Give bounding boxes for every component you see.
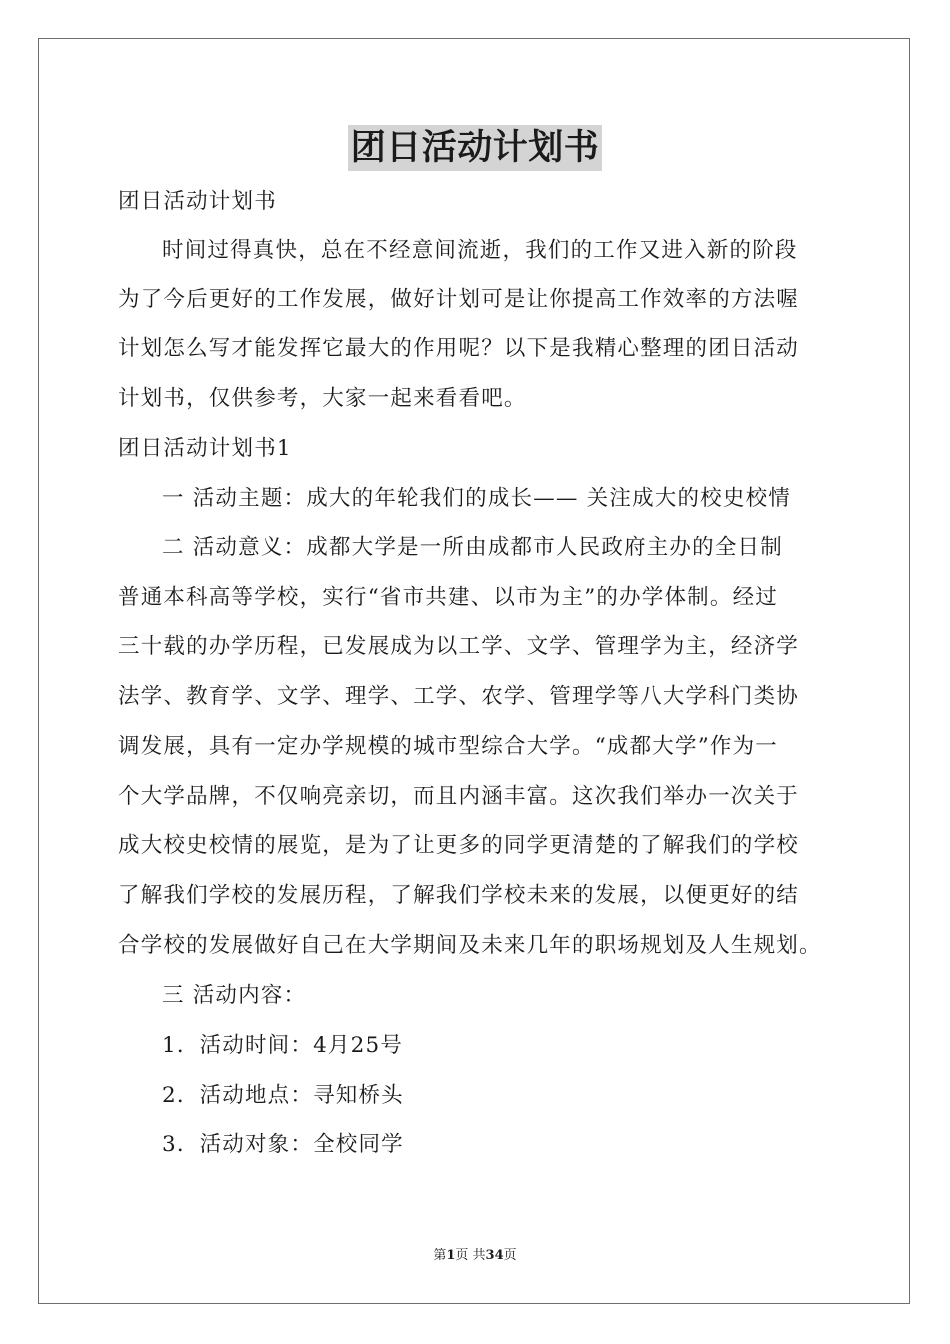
footer-total-pages: 34: [485, 1248, 504, 1263]
paragraph-line: 一 活动主题：成大的年轮我们的成长—— 关注成大的校史校情: [162, 486, 791, 511]
list-item: 3．活动对象：全校同学: [162, 1132, 404, 1157]
section-heading: 团日活动计划书1: [118, 436, 292, 461]
paragraph-line: 计划书，仅供参考，大家一起来看看吧。: [118, 386, 527, 411]
paragraph-line: 了解我们学校的发展历程，了解我们学校未来的发展，以便更好的结: [118, 883, 800, 908]
page-border: [38, 38, 910, 1304]
paragraph-line: 为了今后更好的工作发展，做好计划可是让你提高工作效率的方法喔: [118, 287, 800, 312]
footer-page-number: 1: [446, 1248, 456, 1263]
paragraph-line: 二 活动意义：成都大学是一所由成都市人民政府主办的全日制: [162, 535, 783, 560]
paragraph-line: 三十载的办学历程，已发展成为以工学、文学、管理学为主，经济学: [118, 634, 800, 659]
document-title: 团日活动计划书: [348, 125, 603, 171]
paragraph-line: 普通本科高等学校，实行“省市共建、以市为主”的办学体制。经过: [118, 585, 778, 610]
list-item: 1．活动时间：4月25号: [162, 1033, 404, 1058]
paragraph-line: 计划怎么写才能发挥它最大的作用呢？以下是我精心整理的团日活动: [118, 336, 800, 361]
title-container: [0, 125, 950, 171]
footer-middle: 页 共: [455, 1248, 486, 1263]
subtitle-line: 团日活动计划书: [118, 189, 277, 214]
paragraph-line: 时间过得真快，总在不经意间流逝，我们的工作又进入新的阶段: [162, 238, 798, 263]
paragraph-line: 合学校的发展做好自己在大学期间及未来几年的职场规划及人生规划。: [118, 933, 822, 958]
page-footer: [0, 1247, 950, 1265]
list-item: 2．活动地点：寻知桥头: [162, 1083, 404, 1108]
paragraph-line: 法学、教育学、文学、理学、工学、农学、管理学等八大学科门类协: [118, 684, 800, 709]
paragraph-line: 个大学品牌，不仅响亮亲切，而且内涵丰富。这次我们举办一次关于: [118, 784, 800, 809]
paragraph-line: 成大校史校情的展览，是为了让更多的同学更清楚的了解我们的学校: [118, 833, 800, 858]
paragraph-line: 调发展，具有一定办学规模的城市型综合大学。“成都大学”作为一: [118, 734, 778, 759]
paragraph-line: 三 活动内容：: [162, 983, 307, 1008]
footer-suffix: 页: [503, 1248, 517, 1263]
footer-prefix: 第: [433, 1248, 447, 1263]
